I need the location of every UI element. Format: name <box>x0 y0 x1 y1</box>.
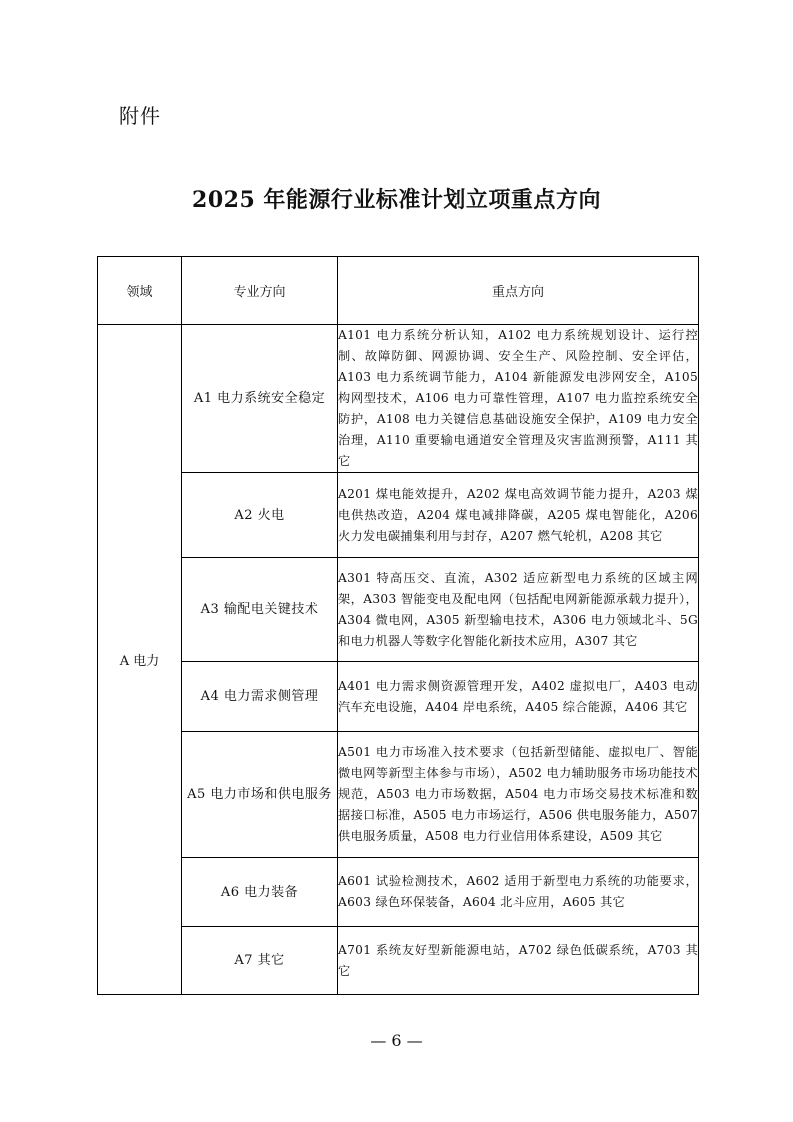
header-domain: 领域 <box>98 257 182 325</box>
focus-cell: A701 系统友好型新能源电站，A702 绿色低碳系统，A703 其它 <box>338 927 699 995</box>
table-row <box>98 858 699 927</box>
focus-cell: A301 特高压交、直流，A302 适应新型电力系统的区域主网架，A303 智能变电及配电网（包括配电网新能源承载力提升），A304 微电网，A305 新型输电技术，A306 电力领域北斗、5G 和电力机器人等数字化智能化新技术应用，A307 其它 <box>338 558 699 662</box>
header-focus: 重点方向 <box>338 257 699 325</box>
document-title: 2025 年能源行业标准计划立项重点方向 <box>192 187 601 213</box>
major-cell: A6 电力装备 <box>182 858 338 927</box>
focus-cell: A401 电力需求侧资源管理开发，A402 虚拟电厂，A403 电动汽车充电设施，A404 岸电系统，A405 综合能源，A406 其它 <box>338 662 699 732</box>
attachment-label: 附件 <box>119 104 161 128</box>
table-row <box>98 662 699 732</box>
page-number: — 6 — <box>370 1031 423 1050</box>
standards-table <box>97 256 699 995</box>
table-row <box>98 325 699 473</box>
focus-cell: A501 电力市场准入技术要求（包括新型储能、虚拟电厂、智能微电网等新型主体参与市场），A502 电力辅助服务市场功能技术规范，A503 电力市场数据，A504 电力市场交易技术标准和数据接口标准，A505 电力市场运行，A506 供电服务能力，A507 供电服务质量，A508 电力行业信用体系建设，A509 其它 <box>338 732 699 858</box>
major-cell: A7 其它 <box>182 927 338 995</box>
major-cell: A5 电力市场和供电服务 <box>182 732 338 858</box>
table-row <box>98 558 699 662</box>
focus-cell: A201 煤电能效提升，A202 煤电高效调节能力提升，A203 煤电供热改造，A204 煤电减排降碳，A205 煤电智能化，A206 火力发电碳捕集利用与封存，A207 燃气轮机，A208 其它 <box>338 473 699 558</box>
major-cell: A2 火电 <box>182 473 338 558</box>
table-header-row <box>98 257 699 325</box>
table-row <box>98 927 699 995</box>
domain-cell: A 电力 <box>98 325 182 995</box>
major-cell: A4 电力需求侧管理 <box>182 662 338 732</box>
focus-cell: A101 电力系统分析认知，A102 电力系统规划设计、运行控制、故障防御、网源协调、安全生产、风险控制、安全评估，A103 电力系统调节能力，A104 新能源发电涉网安全，A105 构网型技术，A106 电力可靠性管理，A107 电力监控系统安全防护，A108 电力关键信息基础设施安全保护，A109 电力安全治理，A110 重要输电通道安全管理及灾害监测预警，A111 其它 <box>338 325 699 473</box>
table-row <box>98 732 699 858</box>
header-major: 专业方向 <box>182 257 338 325</box>
table-row <box>98 473 699 558</box>
major-cell: A3 输配电关键技术 <box>182 558 338 662</box>
major-cell: A1 电力系统安全稳定 <box>182 325 338 473</box>
focus-cell: A601 试验检测技术，A602 适用于新型电力系统的功能要求，A603 绿色环保装备，A604 北斗应用，A605 其它 <box>338 858 699 927</box>
